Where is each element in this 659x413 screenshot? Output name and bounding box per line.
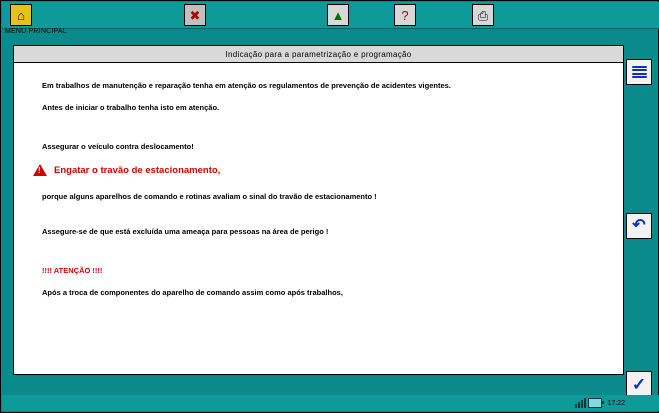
- battery-icon: [588, 398, 602, 408]
- home-icon: ⌂: [17, 7, 25, 23]
- attention-heading: !!!! ATENÇÃO !!!!: [42, 266, 103, 275]
- status-indicators: [575, 395, 625, 411]
- signal-bars-icon: [575, 398, 586, 408]
- chart-icon: ▲: [331, 7, 345, 23]
- diagnostics-button[interactable]: [184, 4, 206, 26]
- warning-row: [33, 164, 599, 176]
- wrench-icon: ✖: [189, 7, 201, 23]
- confirm-button[interactable]: [626, 371, 652, 397]
- back-button[interactable]: [626, 213, 652, 239]
- paragraph-3: Assegurar o veículo contra deslocamento!: [42, 142, 194, 151]
- document-body: [14, 63, 623, 357]
- document-title-bar: [14, 46, 623, 63]
- home-button[interactable]: [10, 4, 32, 26]
- document-panel: [13, 45, 624, 375]
- list-icon: [632, 66, 647, 79]
- paragraph-2: Antes de iniciar o trabalho tenha isto em atenção.: [42, 103, 220, 112]
- menu-label: MENU PRINCIPAL: [5, 28, 67, 35]
- list-button[interactable]: [626, 59, 652, 85]
- back-arrow-icon: ↶: [632, 217, 646, 234]
- printer-icon: ⎙: [477, 7, 489, 23]
- help-icon: ?: [401, 7, 409, 23]
- print-button[interactable]: [472, 4, 494, 26]
- warning-text: Engatar o travão de estacionamento,: [54, 164, 221, 176]
- clock: 17:22: [607, 399, 625, 407]
- measurement-button[interactable]: [327, 4, 349, 26]
- paragraph-1: Em trabalhos de manutenção e reparação tenha em atenção os regulamentos de prevenção de acidentes vigentes.: [42, 81, 451, 90]
- status-bar: [2, 395, 659, 411]
- paragraph-4: porque alguns aparelhos de comando e rotinas avaliam o sinal do travão de estacionamento !: [42, 192, 377, 201]
- paragraph-5: Assegure-se de que está excluída uma ameaça para pessoas na área de perigo !: [42, 227, 329, 236]
- check-icon: ✓: [631, 374, 647, 394]
- warning-triangle-icon: [33, 164, 47, 176]
- top-toolbar: [2, 2, 659, 29]
- help-button[interactable]: [394, 4, 416, 26]
- page-title: Indicação para a parametrização e programação: [225, 49, 412, 59]
- attention-body: Após a troca de componentes do aparelho de comando assim como após trabalhos,: [42, 288, 343, 297]
